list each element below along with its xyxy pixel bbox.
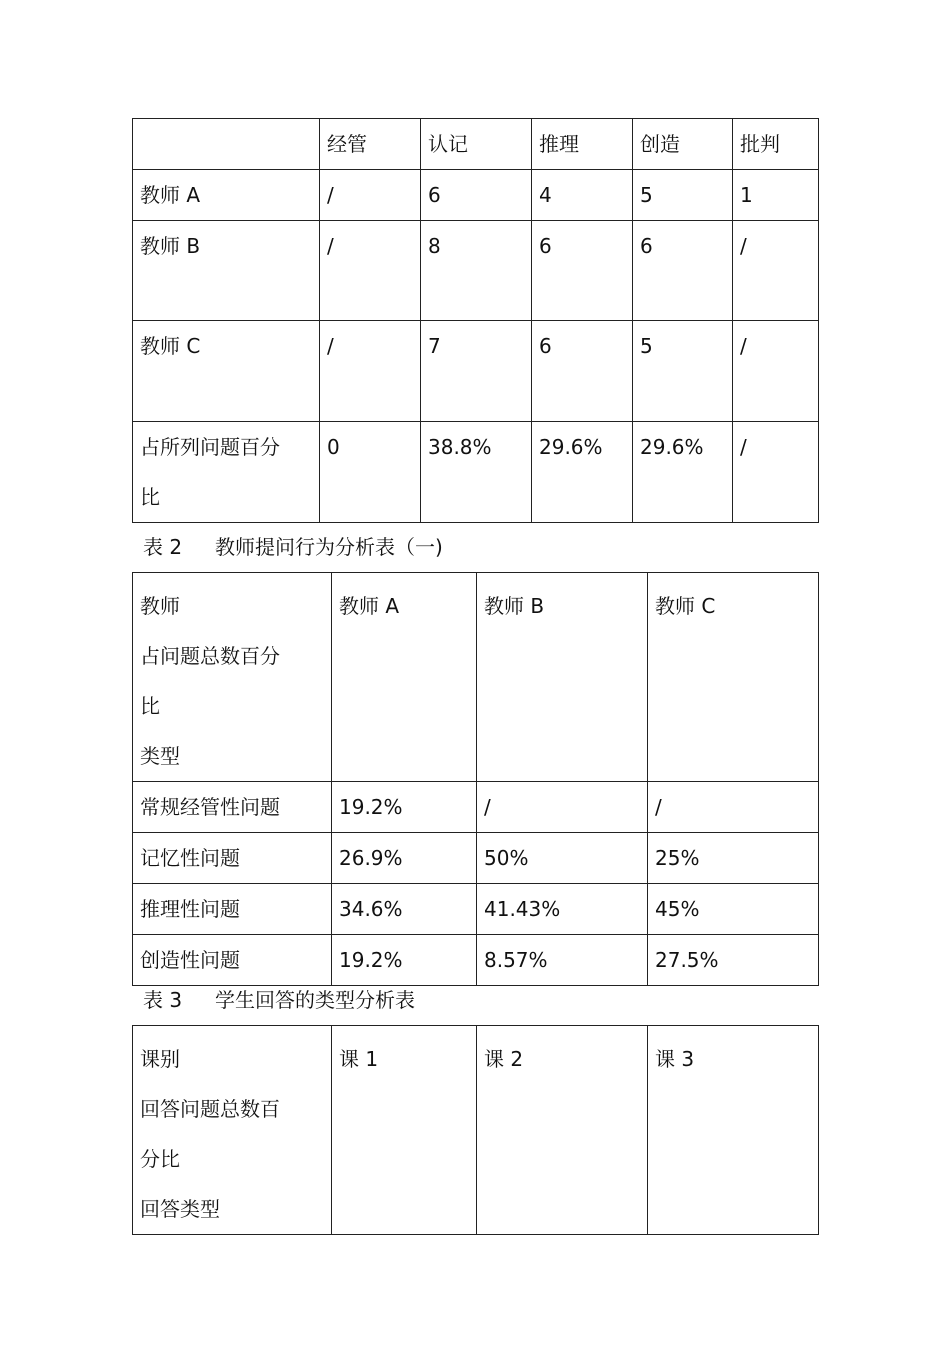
header-cell-creation: 创造 [633,119,733,170]
row-label: 占所列问题百分 比 [133,422,320,523]
row-label: 常规经管性问题 [133,782,332,833]
header-cell-management: 经管 [320,119,421,170]
row-label: 创造性问题 [133,935,332,986]
diagonal-header-cell: 课别 回答问题总数百 分比 回答类型 [133,1026,332,1235]
header-cell-teacher-c: 教师 C [648,573,819,782]
caption-title: 学生回答的类型分析表 [215,988,415,1012]
table-row [133,422,819,523]
table-cell: / [733,422,819,523]
header-cell-reasoning: 推理 [532,119,633,170]
header-cell-lesson-2: 课 2 [477,1026,648,1235]
student-answer-type-table [132,1025,819,1235]
row-label: 教师 A [133,170,320,221]
row-label: 记忆性问题 [133,833,332,884]
table-cell: 19.2% [332,782,477,833]
table-header-row [133,573,819,782]
table-cell: 26.9% [332,833,477,884]
table-row [133,782,819,833]
header-cell-critique: 批判 [733,119,819,170]
table-cell: 19.2% [332,935,477,986]
table-cell: / [477,782,648,833]
table-cell: / [733,321,819,422]
table-cell: 45% [648,884,819,935]
table-cell: 0 [320,422,421,523]
diagonal-header-cell: 教师 占问题总数百分 比 类型 [133,573,332,782]
table-cell: 6 [633,221,733,321]
table-caption-3 [143,986,415,1014]
table-cell: 41.43% [477,884,648,935]
row-label: 推理性问题 [133,884,332,935]
table-row [133,833,819,884]
row-label: 教师 B [133,221,320,321]
table-cell: 29.6% [532,422,633,523]
table-cell: 8.57% [477,935,648,986]
table-cell: 38.8% [421,422,532,523]
table-cell: / [320,221,421,321]
table-cell: / [733,221,819,321]
teacher-question-count-table [132,118,819,523]
table-row [133,221,819,321]
caption-number: 表 3 [143,988,183,1012]
table-row [133,935,819,986]
table-header-row [133,1026,819,1235]
row-label: 教师 C [133,321,320,422]
header-cell-teacher-b: 教师 B [477,573,648,782]
table-cell: / [648,782,819,833]
table-cell: 6 [421,170,532,221]
table-cell: / [320,321,421,422]
table-cell: 5 [633,321,733,422]
table-caption-2 [143,533,443,561]
header-cell-recognition: 认记 [421,119,532,170]
table-cell: 29.6% [633,422,733,523]
caption-title: 教师提问行为分析表（一) [215,535,443,559]
table-cell: 8 [421,221,532,321]
table-cell: 50% [477,833,648,884]
table-cell: 6 [532,321,633,422]
table-cell: 27.5% [648,935,819,986]
table-cell: 6 [532,221,633,321]
header-cell-lesson-3: 课 3 [648,1026,819,1235]
teacher-question-type-table [132,572,819,986]
header-cell-empty [133,119,320,170]
table-cell: 4 [532,170,633,221]
table-row [133,884,819,935]
header-cell-teacher-a: 教师 A [332,573,477,782]
table-row [133,321,819,422]
caption-number: 表 2 [143,535,183,559]
table-row [133,170,819,221]
table-cell: 7 [421,321,532,422]
table-header-row [133,119,819,170]
table-cell: 5 [633,170,733,221]
table-cell: 25% [648,833,819,884]
table-cell: / [320,170,421,221]
header-cell-lesson-1: 课 1 [332,1026,477,1235]
table-cell: 1 [733,170,819,221]
table-cell: 34.6% [332,884,477,935]
